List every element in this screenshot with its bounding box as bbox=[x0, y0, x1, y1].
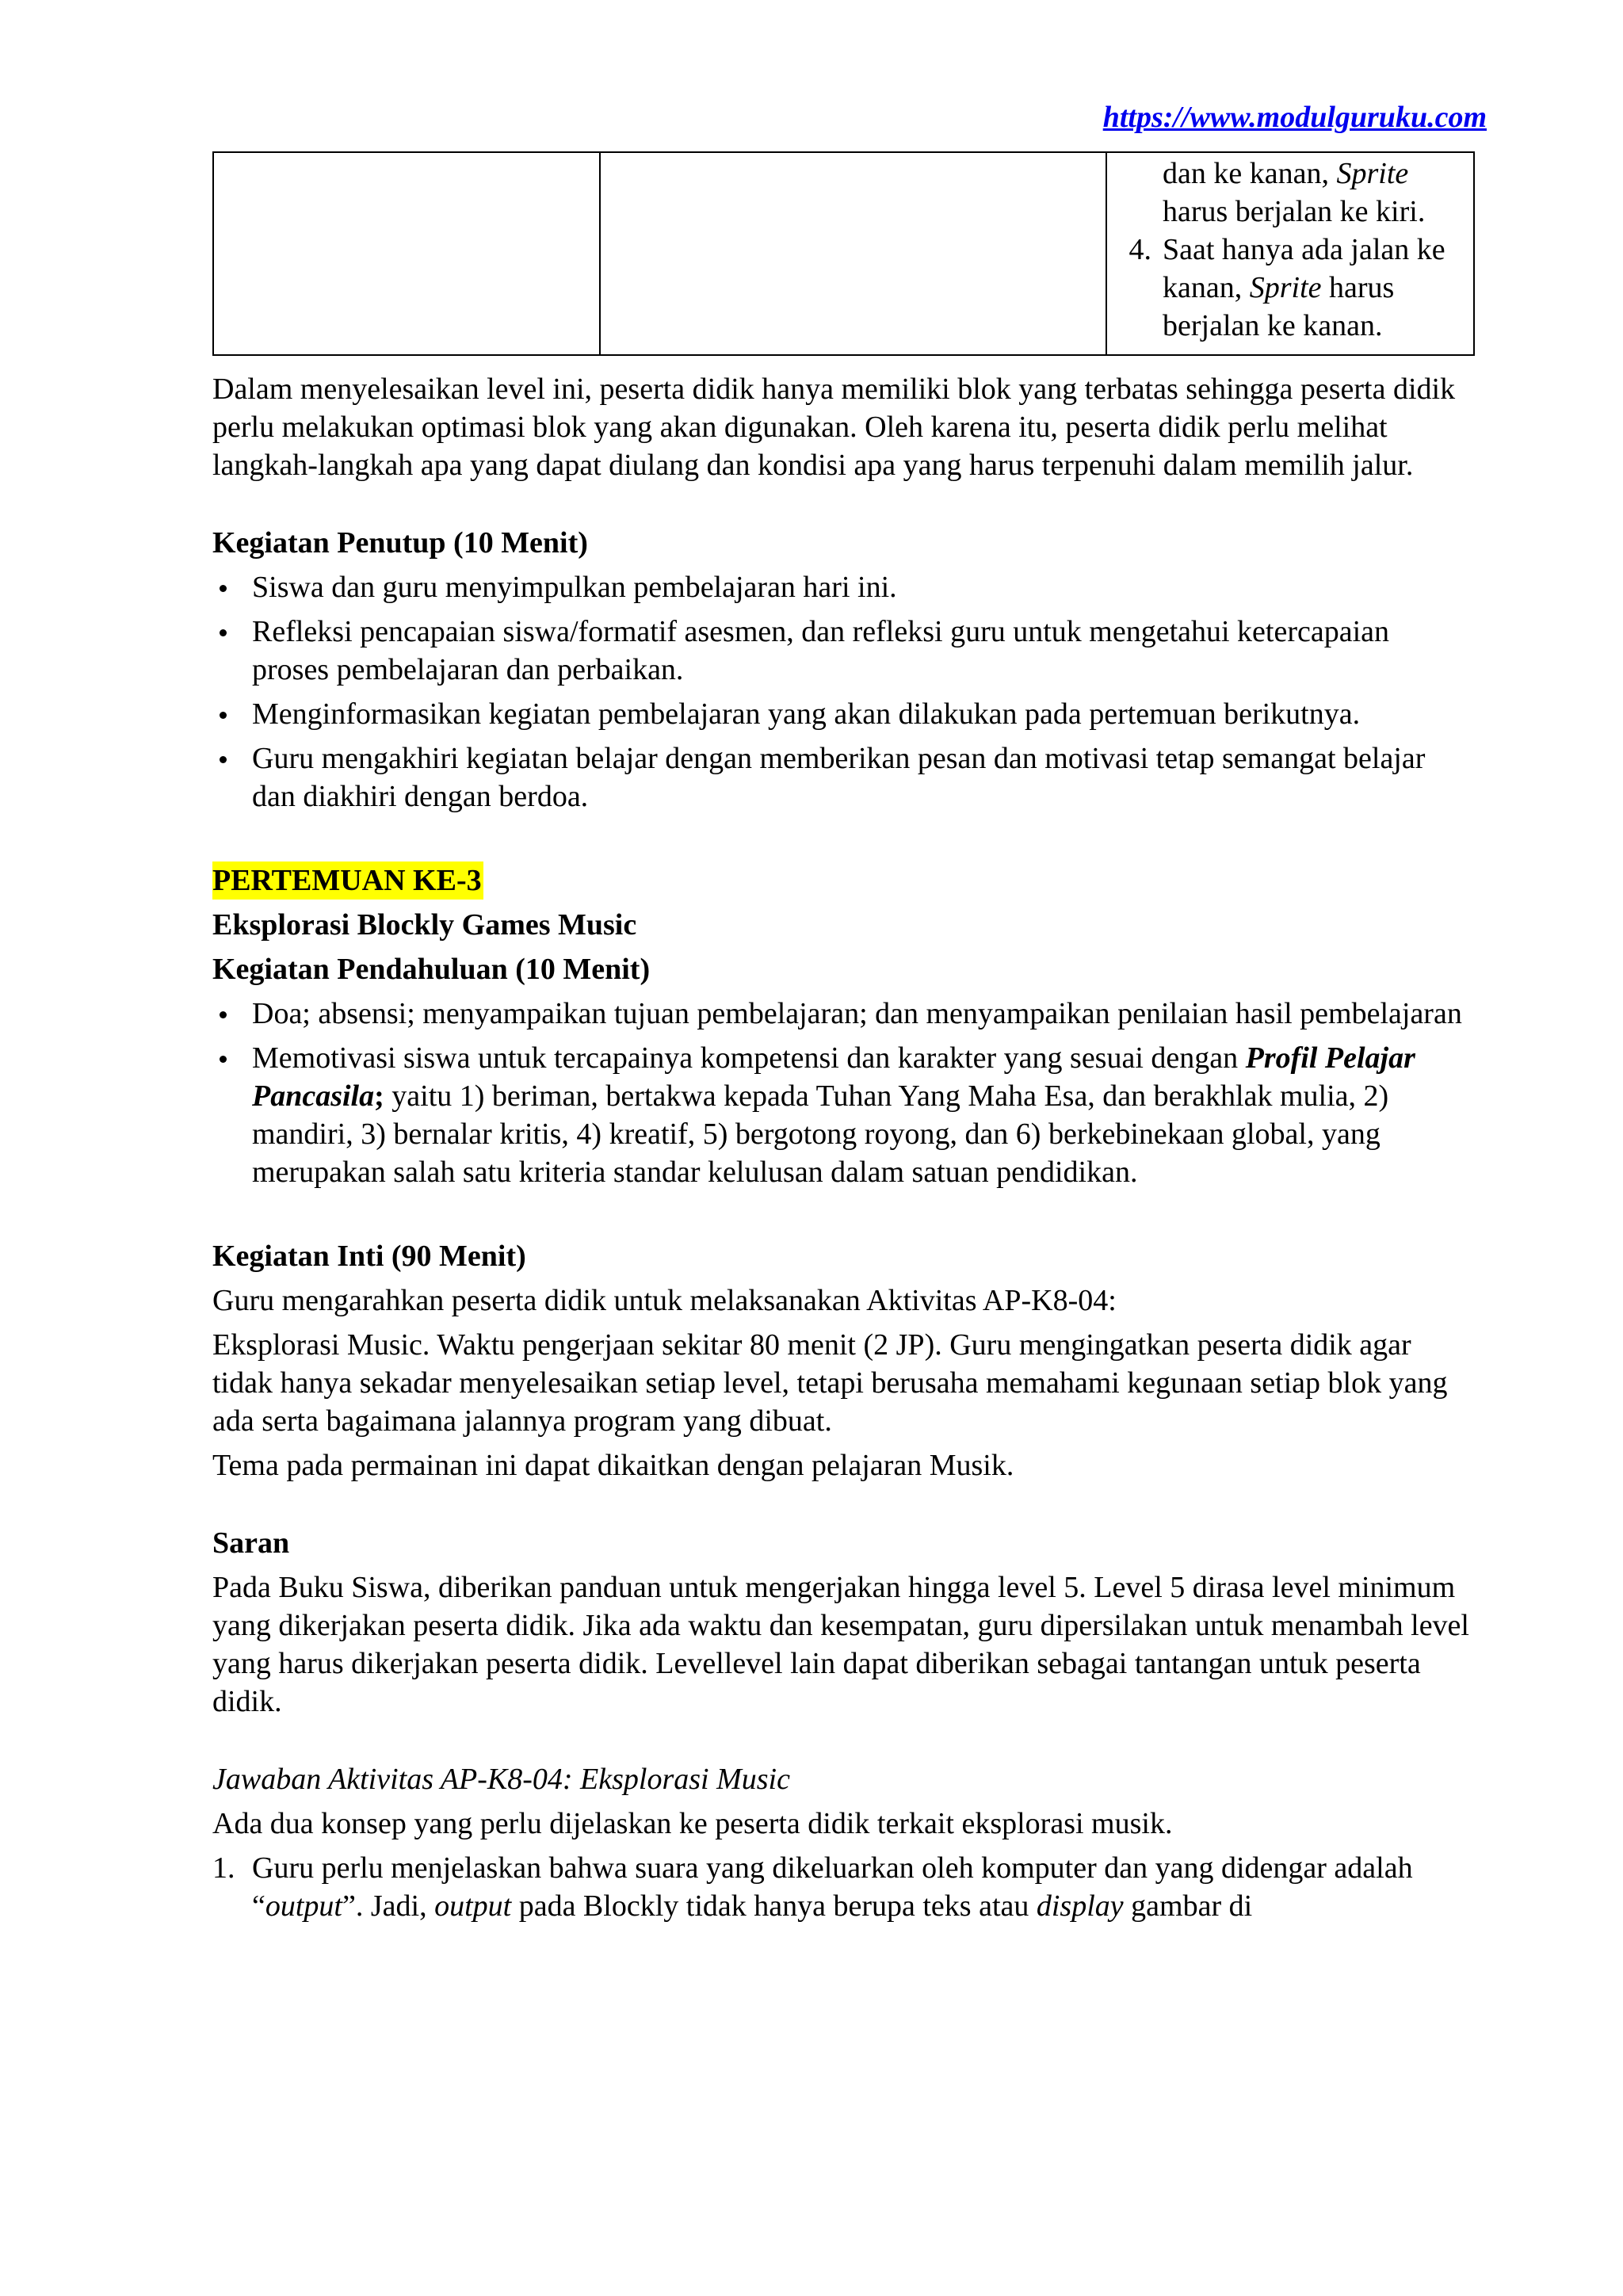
inti-paragraph-3: Tema pada permainan ini dapat dikaitkan dengan pelajaran Musik. bbox=[212, 1449, 1014, 1482]
list-item: Doa; absensi; menyampaikan tujuan pembelajaran; dan menyampaikan penilaian hasil pembelajaran bbox=[212, 995, 1472, 1033]
source-url-link[interactable]: https://www.modulguruku.com bbox=[1102, 101, 1487, 134]
italic-span: Sprite bbox=[1249, 271, 1322, 304]
saran-heading: Saran bbox=[212, 1526, 290, 1560]
italic-span: display bbox=[1036, 1889, 1124, 1923]
intro-paragraph: Dalam menyelesaikan level ini, peserta didik hanya memiliki blok yang terbatas sehingga peserta didik perlu melakukan optimasi blok yang akan digunakan. Oleh karena itu, peserta didik perlu melihat langkah-langkah apa yang dapat diulang dan kondisi apa yang harus terpenuhi dalam memilih jalur. bbox=[212, 372, 1456, 482]
text-span: pada Blockly tidak hanya berupa teks atau bbox=[511, 1889, 1037, 1923]
list-item: Menginformasikan kegiatan pembelajaran yang akan dilakukan pada pertemuan berikutnya. bbox=[212, 695, 1472, 733]
step-4-item bbox=[1107, 231, 1473, 345]
bold-italic-span: Profil Pelajar Pancasila bbox=[252, 1041, 1415, 1113]
penutup-list bbox=[212, 568, 1472, 816]
inti-paragraph-1: Guru mengarahkan peserta didik untuk melaksanakan Aktivitas AP-K8-04: bbox=[212, 1284, 1117, 1317]
text-span: harus berjalan ke kiri. bbox=[1163, 195, 1426, 228]
list-item bbox=[212, 1849, 1472, 1925]
italic-span: output bbox=[265, 1889, 342, 1923]
table-cell-steps bbox=[1106, 152, 1474, 355]
list-item: Siswa dan guru menyimpulkan pembelajaran hari ini. bbox=[212, 568, 1472, 606]
pertemuan-label: PERTEMUAN KE-3 bbox=[212, 861, 483, 900]
bold-span: ; bbox=[374, 1079, 384, 1113]
step-3-continuation bbox=[1107, 155, 1473, 231]
inti-heading: Kegiatan Inti (90 Menit) bbox=[212, 1240, 526, 1273]
pertemuan-subtitle: Eksplorasi Blockly Games Music bbox=[212, 908, 637, 942]
list-item: Guru mengakhiri kegiatan belajar dengan memberikan pesan dan motivasi tetap semangat belajar dan diakhiri dengan berdoa. bbox=[212, 739, 1472, 816]
text-span: Guru perlu menjelaskan bahwa suara yang dikeluarkan oleh komputer dan yang didengar adalah “ bbox=[252, 1851, 1413, 1923]
main-content bbox=[212, 370, 1472, 1925]
penutup-heading: Kegiatan Penutup (10 Menit) bbox=[212, 526, 588, 560]
jawaban-intro: Ada dua konsep yang perlu dijelaskan ke peserta didik terkait eksplorasi musik. bbox=[212, 1807, 1173, 1840]
table-row bbox=[213, 152, 1474, 355]
jawaban-heading: Jawaban Aktivitas AP-K8-04: Eksplorasi Music bbox=[212, 1763, 790, 1796]
list-item bbox=[212, 1039, 1472, 1191]
text-span: Saat hanya ada jalan ke kanan, bbox=[1163, 233, 1445, 304]
step-4-text bbox=[1163, 231, 1473, 345]
text-span: harus berjalan ke kanan. bbox=[1163, 271, 1395, 342]
continued-table bbox=[212, 151, 1475, 356]
step-number: 4. bbox=[1128, 233, 1151, 266]
item-number: 1. bbox=[212, 1851, 235, 1885]
text-span: ”. Jadi, bbox=[342, 1889, 435, 1923]
italic-span: output bbox=[434, 1889, 512, 1923]
pendahuluan-heading: Kegiatan Pendahuluan (10 Menit) bbox=[212, 953, 651, 986]
text-span: yaitu 1) beriman, bertakwa kepada Tuhan Yang Maha Esa, dan berakhlak mulia, 2) mandiri, 3) bernalar kritis, 4) kreatif, 5) bergotong royong, dan 6) berkebinekaan global, yang merupakan salah satu kriteria standar kelulusan dalam satuan pendidikan. bbox=[252, 1079, 1389, 1189]
text-span: dan ke kanan, bbox=[1163, 157, 1337, 190]
inti-paragraph-2: Eksplorasi Music. Waktu pengerjaan sekitar 80 menit (2 JP). Guru mengingatkan peserta didik agar tidak hanya sekadar menyelesaikan setiap level, tetapi berusaha memahami kegunaan setiap blok yang ada serta bagaimana jalannya program yang dibuat. bbox=[212, 1328, 1448, 1438]
saran-paragraph: Pada Buku Siswa, diberikan panduan untuk mengerjakan hingga level 5. Level 5 dirasa level minimum yang dikerjakan peserta didik. Jika ada waktu dan kesempatan, guru dipersilakan untuk menambah level yang harus dikerjakan peserta didik. Levellevel lain dapat diberikan sebagai tantangan untuk peserta didik. bbox=[212, 1571, 1469, 1718]
jawaban-list bbox=[212, 1849, 1472, 1925]
text-span: gambar di bbox=[1123, 1889, 1253, 1923]
pendahuluan-list bbox=[212, 995, 1472, 1191]
text-span: Memotivasi siswa untuk tercapainya kompetensi dan karakter yang sesuai dengan bbox=[252, 1041, 1246, 1075]
table-cell-empty-1 bbox=[213, 152, 600, 355]
table-cell-empty-2 bbox=[600, 152, 1106, 355]
list-item: Refleksi pencapaian siswa/formatif asesmen, dan refleksi guru untuk mengetahui ketercapaian proses pembelajaran dan perbaikan. bbox=[212, 613, 1472, 689]
italic-span: Sprite bbox=[1336, 157, 1409, 190]
